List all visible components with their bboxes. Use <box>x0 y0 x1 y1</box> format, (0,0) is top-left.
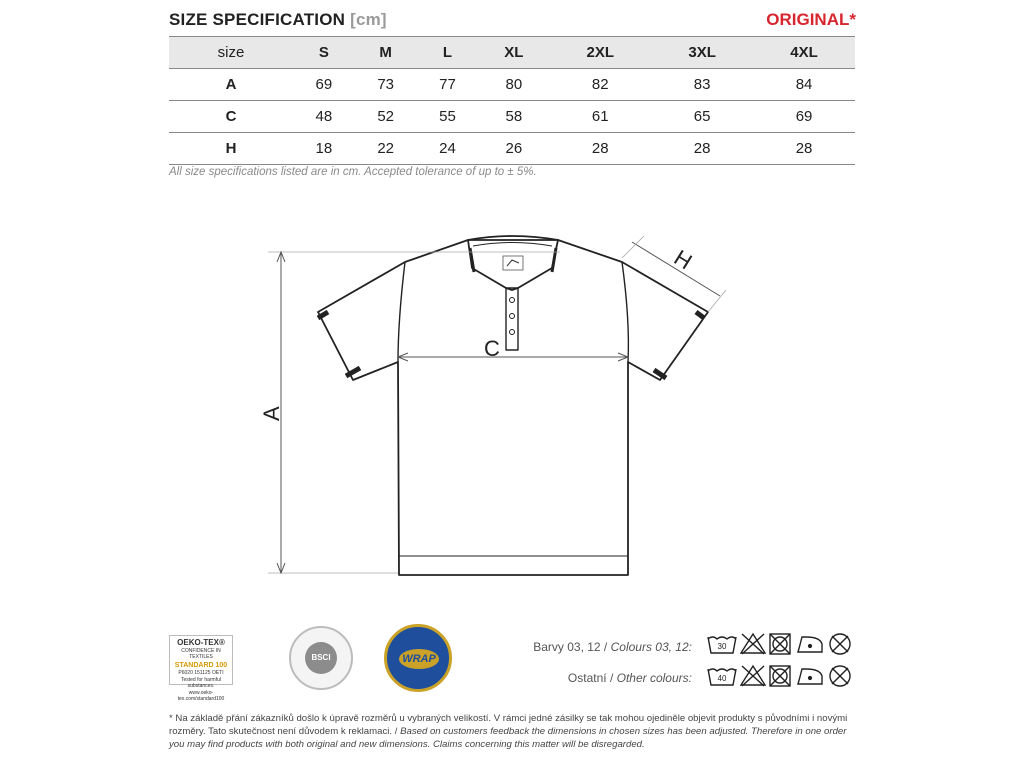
dimension-a-line <box>268 252 560 573</box>
label-a: A <box>259 406 284 421</box>
footnote-en: Based on customers feedback the dimensions in chosen sizes has been adjusted. Therefore in one order you may find products with both original and new dimensions. Claims concerning this matter will be disregarded. <box>169 726 847 750</box>
oeko-tex-logo <box>169 635 233 702</box>
care-symbols-row-1 <box>706 632 858 656</box>
bsci-logo <box>289 626 353 690</box>
colours-en: Colours 03, 12: <box>610 640 692 654</box>
colours-cz: Barvy 03, 12 <box>533 640 601 654</box>
no-tumble-dry-icon <box>770 634 790 654</box>
table-cell: 80 <box>478 69 549 101</box>
table-cell: 83 <box>651 69 753 101</box>
colours-label: Barvy 03, 12 / Colours 03, 12: <box>533 640 692 654</box>
care-symbols-row-2 <box>706 664 858 688</box>
footnote <box>169 712 859 751</box>
oeko-tex-name: OEKO-TEX® <box>177 638 225 647</box>
no-bleach-icon <box>741 666 765 686</box>
column-header: S <box>293 37 355 69</box>
table-cell: 69 <box>293 69 355 101</box>
footnote-cz: * Na základě přání zákazníků došlo k úpravě rozměrů u vybraných velikostí. V rámci jedné zásilky se tak mohou ojediněle objevit produkty s původními i novými rozměry. Tato skutečnost není důvodem k reklamaci. / <box>169 713 848 737</box>
iron-icon <box>798 669 822 684</box>
label-c: C <box>484 336 500 361</box>
oeko-tex-code: P6020 151125 OETI <box>178 670 224 676</box>
column-header: 3XL <box>651 37 753 69</box>
table-cell: 28 <box>651 133 753 165</box>
column-header: 2XL <box>549 37 651 69</box>
table-cell: 84 <box>753 69 855 101</box>
table-cell: 58 <box>478 101 549 133</box>
table-cell: 24 <box>417 133 479 165</box>
buttons <box>510 298 515 335</box>
no-tumble-dry-icon <box>770 666 790 686</box>
no-bleach-icon <box>741 634 765 654</box>
title-unit: [cm] <box>350 10 387 29</box>
wrap-text: WRAP <box>399 649 439 669</box>
no-dry-clean-icon <box>830 666 850 686</box>
oeko-tex-note: Tested for harmful substances. <box>180 677 222 689</box>
column-header: XL <box>478 37 549 69</box>
oeko-tex-site: www.oeko-tex.com/standard100 <box>177 690 225 702</box>
table-cell: 28 <box>549 133 651 165</box>
table-cell: 22 <box>355 133 417 165</box>
table-cell: 52 <box>355 101 417 133</box>
column-header: M <box>355 37 417 69</box>
table-cell: 61 <box>549 101 651 133</box>
bsci-text: BSCI <box>305 642 337 674</box>
original-badge: ORIGINAL* <box>766 10 856 29</box>
wash-temp-40: 40 <box>717 674 727 683</box>
table-cell: 65 <box>651 101 753 133</box>
wrap-logo <box>384 624 452 692</box>
row-label: C <box>169 101 293 133</box>
dimension-h-line <box>622 236 726 312</box>
other-en: Other colours: <box>616 671 692 685</box>
label-h: H <box>669 244 697 275</box>
table-cell: 69 <box>753 101 855 133</box>
table-cell: 55 <box>417 101 479 133</box>
column-header: 4XL <box>753 37 855 69</box>
table-cell: 77 <box>417 69 479 101</box>
table-cell: 73 <box>355 69 417 101</box>
oeko-tex-tagline: CONFIDENCE IN TEXTILES <box>181 648 221 660</box>
neck-label-icon <box>503 256 523 270</box>
title-text: SIZE SPECIFICATION <box>169 10 346 29</box>
row-label: H <box>169 133 293 165</box>
table-cell: 18 <box>293 133 355 165</box>
no-dry-clean-icon <box>830 634 850 654</box>
table-cell: 48 <box>293 101 355 133</box>
dimension-c-line <box>398 353 628 361</box>
iron-icon <box>798 637 822 652</box>
table-cell: 28 <box>753 133 855 165</box>
row-label: A <box>169 69 293 101</box>
other-colours-label: Ostatní / Other colours: <box>567 671 692 685</box>
other-cz: Ostatní <box>567 671 607 685</box>
table-cell: 26 <box>478 133 549 165</box>
table-cell: 82 <box>549 69 651 101</box>
tolerance-note: All size specifications listed are in cm. Accepted tolerance of up to ± 5%. <box>169 166 537 178</box>
column-header: size <box>169 37 293 69</box>
wash-temp-30: 30 <box>717 642 727 651</box>
column-header: L <box>417 37 479 69</box>
oeko-tex-standard: STANDARD 100 <box>174 662 228 669</box>
